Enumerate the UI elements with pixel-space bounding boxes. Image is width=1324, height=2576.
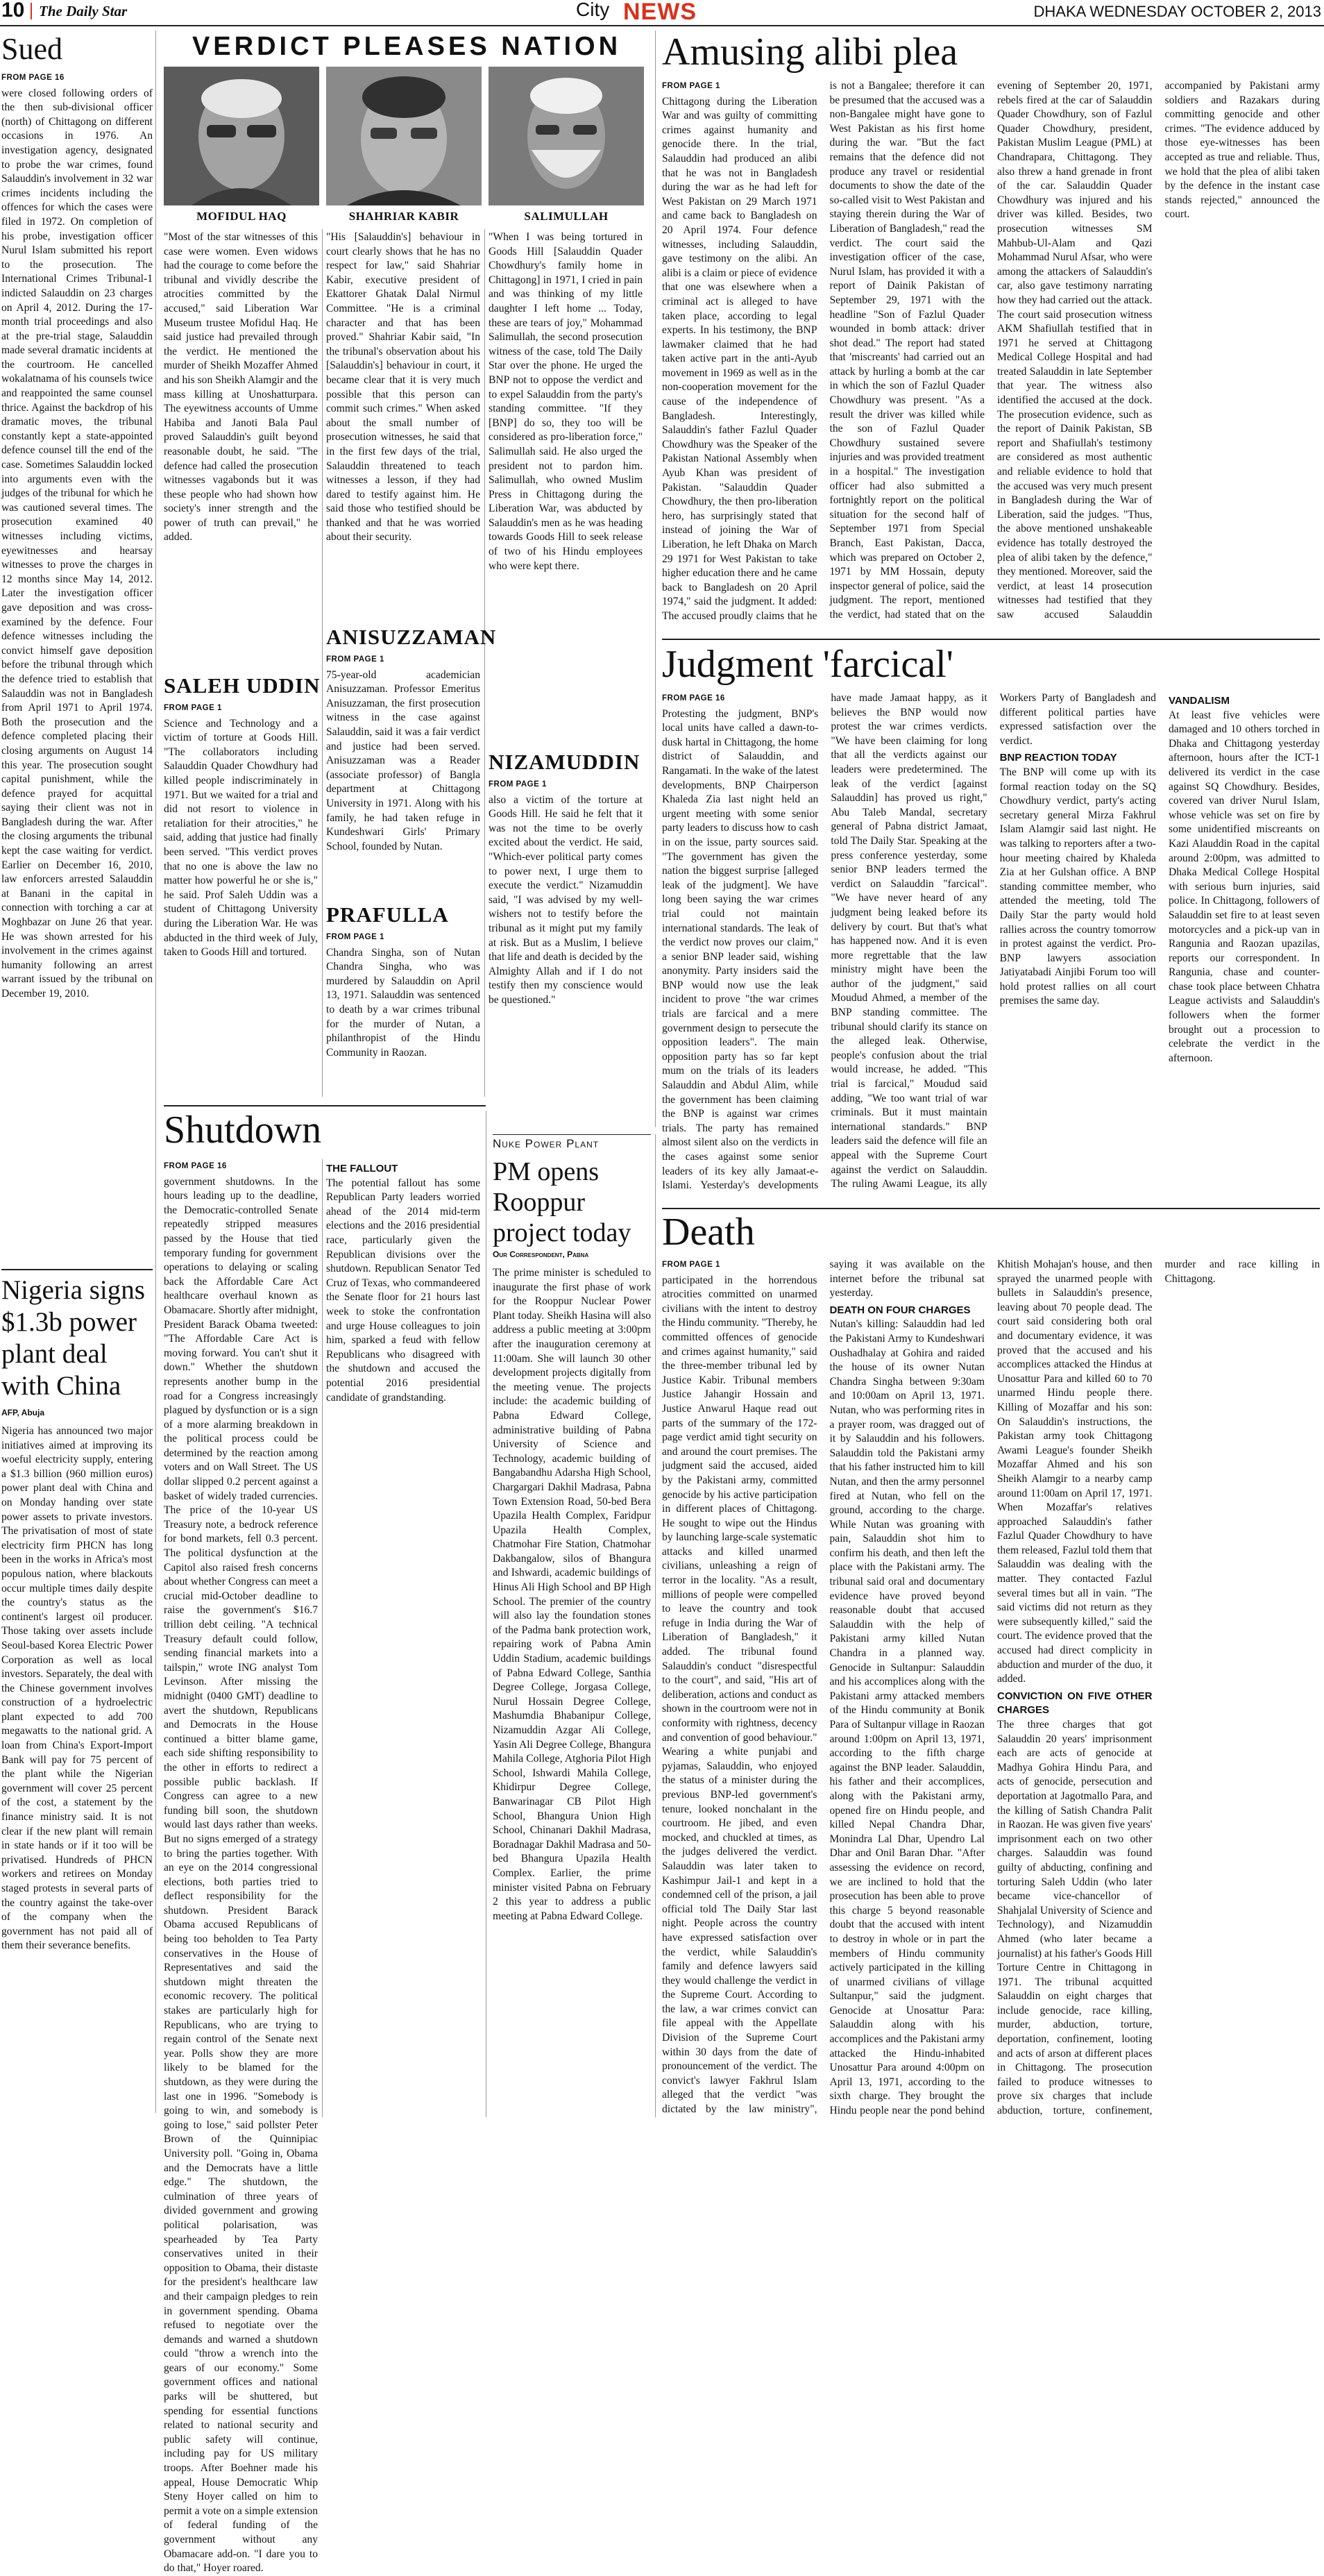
death-text: participated in the horrendous atrocities committed on unarmed civilians with the intent to destroy the Hindu community. "Thereby, he committed offences of genocide and crimes against humanity," said the three-member tribunal led by Justice Kabir. Tribunal members Justice Jahangir Hossain and Justice Anwarul Haque read out parts of the summary of the 172-page verdict amid tight security on and around the court premises. The judgment said the accused, aided by the Pakistani army, committed genocide by his active participation in different places of Chittagong. He sought to wipe out the Hindus by launching large-scale systematic attacks and killed unarmed civilians, unleashing a reign of terror in the locality. "As a result, millions of people were compelled to leave the country and took refuge in India during the War of Liberation of Bangladesh," it added. The tribunal found Salauddin's conduct "disrespectful to the court", and said, "His art of deliberation, actions and conduct as shown in the courtroom were not in conformity with rightness, decency and convention of good behaviour." Wearing a white punjabi and pyjamas, Salauddin, who enjoyed the status of a minister during the previous BNP-led government's tenure, looked nonchalant in the courtroom. He jibed, and even mocked, and chuckled at times, as the judges delivered the verdict. Salauddin was later taken to Kashimpur Jail-1 and kept in a condemned cell of the prison, a jail official told The Daily Star last night. People across the country have expressed satisfaction over the verdict, while Salauddin's family and defence lawyers said they would challenge the verdict in the Supreme Court. According to the law, a war crimes convict can file appeal with the Appellate Division of the Supreme Court within 30 days from the date of pronouncement of the verdict. The convict's lawyer Fakhrul Islam alleged that the verdict "was dictated by the law ministry", saying it was available on the internet before the tribunal sat yesterday.: [662, 1258, 985, 2116]
col1-rule: [155, 31, 156, 2113]
verdict-divider-1: [322, 229, 323, 1097]
masthead-rule: [0, 25, 1324, 26]
verdict-divider-2: [484, 229, 485, 1097]
death-headline: Death: [662, 1211, 755, 1254]
alibi-text: Chittagong during the Liberation War and was guilty of committing crimes against humanity and genocide there. In the trial, Salauddin had produced an alibi that he was not in Bangladesh during the war as he had left for West Pakistan on 29 March 1971 and came back to Bangladesh on 20 April 1974. Four defence witnesses, including Salauddin, gave testimony on the alibi. An alibi is a claim or piece of evidence that one was elsewhere when a criminal act is alleged to have taken place, according to legal experts. In his testimony, the BNP lawmaker claimed that he had taken active part in the anti-Ayub movement in 1969 as well as in the non-cooperation movement for the cause of the independence of Bangladesh. Interestingly, Salauddin's father Fazlul Quader Chowdhury was the Speaker of the Pakistan National Assembly when Ayub Khan was president of Pakistan. "Salauddin Quader Chowdhury, the then pro-liberation hero, has surprisingly stated that instead of joining the War of Liberation, he left Dhaka on March 29 1971 for West Pakistan to take higher education there and he came back to Bangladesh on 20 April 1974," said the judgment. It added: The accused proudly claims that he is not a Bangalee; therefore it can be presumed that the accused was a non-Bangalee might have gone to West Pakistan as his first home during the war. "But the fact remains that the defence did not produce any travel or residential documents to show the date of the so-called visit to West Pakistan and staying therein during the War of Liberation of Bangladesh," read the verdict. The court said the investigation officer of the case, Nurul Islam, has provided it with a report of Dainik Pakistan of September 29, 1971 with the headline "Son of Fazlul Quader wounded in bomb attack: driver shot dead." The report had stated that 'miscreants' had carried out an attack by hurling a bomb at the car in which the son of Fazlul Quader Chowdhury was present. "As a result the driver was killed while the son of Fazlul Quader Chowdhury sustained severe injuries and was provided treatment in a hospital." The investigation officer had also submitted a fortnightly report on the political situation for the second half of September 1971 from Special Branch, East Pakistan, Dacca, which was prepared on October 2, 1971 by MM Hossain, deputy inspector general of police, said the judgment. The report, mentioned the verdict, had stated that on the evening of September 20, 1971, rebels fired at the car of Salauddin Quader Chowdhury, son of Fazlul Quader Chowdhury, president, Pakistan Muslim League (PML) at Chandrapara, Chittagong. They also threw a hand grenade in front of the car. Salauddin Quader Chowdhury was injured and his driver was killed. Besides, two prosecution witnesses SM Mahbub-Ul-Alam and Qazi Mohammad Nurul Afsar, who were among the attackers of Salauddin's car, also gave testimony narrating how they had carried out the attack. The court said prosecution witness AKM Shafiullah testified that in 1971 he served at Chittagong Medical College Hospital and had treated Salauddin in late September that year. The witness also identified the accused at the dock. The prosecution evidence, such as the report of Dainik Pakistan, SB report and Shafiullah's testimony are considered as most authentic and reliable evidence to hold that the accused was very much present in Bangladesh during the War of Liberation, said the judges. "Thus, the above mentioned unshakeable evidence has totally destroyed the plea of alibi taken by the defence," they mentioned. Moreover, said the verdict, at least 14 prosecution witnesses had testified that they saw accused Salauddin accompanied by Pakistani army soldiers and Razakars during committing genocide and other crimes. "The evidence adduced by those eye-witnesses has been accepted as true and reliable. Thus, we hold that the plea of alibi taken by the defence in the instant case stands rejected," announced the court.: [662, 80, 1320, 622]
death-from: FROM PAGE 1: [662, 1261, 720, 1269]
rooppur-kicker: Nuke Power Plant: [493, 1137, 600, 1150]
judgment-top-rule: [662, 639, 1320, 640]
nigeria-headline: Nigeria signs $1.3b power plant deal with China: [1, 1275, 145, 1401]
shutdown-top-rule: [164, 1105, 486, 1106]
mofidul-haq-photo: [164, 67, 319, 205]
judgment-vandalism-text: At least five vehicles were damaged and 10 others torched in Dhaka and Chittagong yesterday afternoon, hours after the ICT-1 delivered its verdict in the case against SQ Chowdhury. Besides, covered van driver Nurul Islam, whose vehicle was set on fire by some unidentified miscreants on Kazi Alauddin Road in the capital around 2:00pm, was admitted to Dhaka Medical College Hospital with serious burn injuries, said police. In Chittagong, followers of Salauddin set fire to at least seven motorcycles and a pick-up van in Rangunia and Raozan upazilas, reports our correspondent. In Rangunia, chase and counter-chase took place between Chhatra League activists and Salauddin's followers when the former brought out a procession to celebrate the verdict in the afternoon.: [1169, 709, 1320, 1064]
saleh-text: Science and Technology and a victim of torture at Goods Hill. "The collaborators including Salauddin Quader Chowdhury had killed people indiscriminately in 1971. But we waited for a trial and did not resort to violence in retaliation for their atrocities," he said, adding that justice had finally been served. "This verdict proves that no one is above the law no matter how powerful he or she is," he said. Prof Saleh Uddin was a student of Chittagong University during the Liberation War. He was abducted in the third week of July, taken to Goods Hill and tortured.: [164, 717, 318, 959]
salimullah-quote: "When I was being tortured in Goods Hill [Salauddin Quader Chowdhury's family home in Chittagong] in 1971, I cried in pain and was thinking of my little daughter I left home ... Today, these are tears of joy," Mohammad Salimullah, the second prosecution witness of the case, told The Daily Star over the phone. He urged the BNP not to oppose the verdict and to expel Salauddin from the party's standing committee. "If they [BNP] do so, they too will be considered as pro-liberation force," Salimullah said. He also urged the president not to pardon him. Salimullah, who owned Muslim Press in Chittagong during the Liberation War, was abducted by Salauddin's men as he was heading towards Goods Hill to seek release of two of his Hindu employees who were kept there.: [489, 231, 643, 572]
shahriar-kabir-photo: [326, 67, 482, 205]
shutdown-headline: Shutdown: [164, 1109, 322, 1152]
death-charges-text: Nutan's killing: Salauddin had led the Pakistani Army to Kundeshwari Oushadhalay at Gohira and raided the house of its owner Nutan Chandra Singha between 9:30am and 10:00am on April 13, 1971. Nutan, who was performing rites in a prayer room, was dragged out of it by Salauddin and his followers. Salauddin told the Pakistani army that his father instructed him to kill Nutan, and then the army personnel fired at Nutan, who fell on the ground, according to the charge. While Nutan was groaning with pain, Salauddin shot him to confirm his death, and then left the place with the Pakistani army. The tribunal said oral and documentary evidence have proved beyond reasonable doubt that accused Salauddin with the help of Pakistani army killed Nutan Chandra in a planned way. Genocide in Sultanpur: Salauddin and his accomplices along with the Pakistani army attacked members of the Hindu community at Bonik Para of Sultanpur village in Raozan around 1:00pm on April 13, 1971, according to the fifth charge against the BNP leader. Salauddin, his father and their accomplices, along with the Pakistani army, opened fire on Hindu people, and killed Nepal Chandra Dhar, Monindra Lal Dhar, Upendro Lal Dhar and Onil Baran Dhar. "After assessing the evidence on record, we are inclined to hold that the prosecution has been able to prove this charge 5 beyond reasonable doubt that the accused with intent to destroy in whole or in part the members of Hindu community actively participated in the killing of unarmed civilians of village Sultanpur," said the judgment. Genocide at Unosattur Para: Salauddin along with his accomplices and the Pakistani army attacked the Hindu-inhabited Unosattur Para around 4:00pm on April 13, 1971, according to the sixth charge. They brought the Hindu people near the pond behind Khitish Mohajan's house, and then sprayed the unarmed people with bullets in Salauddin's presence, leaving about 70 people dead. The court said considering both oral and documentary evidence, it was proved that the accused and his accomplices attacked the Hindus at Unosattur Para and killed 60 to 70 unarmed Hindu people there. Killing of Mozaffar and his son: On Salauddin's instructions, the Pakistan army took Chittagong Awami League's founder Sheikh Mozaffar Ahmed and his son Sheikh Alamgir to a nearby camp around 11:00am on April 17, 1971. When Mozaffar's relatives approached Salauddin's father Fazlul Quader Chowdhury to have them released, Fazlul told them that Salauddin was dealing with the matter. They contacted Fazlul several times but all in vain. "The said victims did not return as they were subsequently killed," said the court. The evidence proved that the accused had direct complicity in abduction and murder of the duo, it added.: [829, 1258, 1153, 2117]
judgment-headline: Judgment 'farcical': [662, 643, 953, 686]
rooppur-headline: PM opens Rooppur project today: [493, 1157, 631, 1247]
alibi-body: [662, 79, 1320, 634]
judgment-sub-bnp: BNP REACTION TODAY: [999, 752, 1117, 764]
death-sub-four-charges: DEATH ON FOUR CHARGES: [829, 1304, 971, 1316]
judgment-text: Protesting the judgment, BNP's local units have called a dawn-to-dusk hartal in Chittagong, the home district of Salauddin, and Rangamati. In the wake of the latest developments, BNP Chairperson Khaleda Zia last night held an urgent meeting with some senior party leaders to discuss how to cash in on the issue, party sources said. "The government has given the nation the biggest surprise [alleged leak of the judgment]. We have long been saying the war crimes trial could not maintain international standards. The leak of the verdict now proves our claim," a senior BNP leader said, wishing anonymity. Party insiders said the BNP would now use the leak incident to prove "the war crimes trials are farcical and a mere government design to persecute the opposition leaders". The main opposition party has so far kept mum on the trials of its leaders Salauddin and Abdul Alim, while the government has been claiming the BNP is against war crimes trials. The party has remained almost silent also on the verdicts in the cases against some senior leaders of its key ally Jamaat-e-Islami. Yesterday's developments have made Jamaat happy, as it believes the BNP would now protest the war crimes verdicts. "We have been claiming for long that all the verdicts against our leaders were predetermined. The leak of the verdict [against Salauddin] has proved us right," Abu Taleb Mandal, secretary general of Pabna district Jamaat, told The Daily Star. Speaking at the press conference yesterday, some senior BNP leaders termed the verdict on Salauddin "farcical". "We have never heard of any judgment being leaked before its delivery by court. But that's what has happened now. And it is even more regrettable that the law ministry might have been the author of the judgment," said Moudud Ahmed, a member of the BNP standing committee. The tribunal should clarify its stance on the alleged leak. Otherwise, people's confusion about the trial would increase, he added. "This trial is farcical," Moudud said adding, "We too want trial of war criminals. But it must maintain international standards." BNP leaders said the defence will file an appeal with the Supreme Court against the verdict on Salauddin. The ruling Awami League, its ally Workers Party of Bangladesh and different political parties have expressed satisfaction over the verdict.: [662, 692, 1156, 1192]
sued-body: [1, 71, 153, 1261]
death-sub-five-charges: CONVICTION ON FIVE OTHER CHARGES: [997, 1690, 1153, 1717]
nigeria-byline: AFP, Abuja: [1, 1408, 45, 1417]
masthead-divider: [31, 3, 32, 19]
nizamuddin-text: also a victim of the torture at Goods Hill. He said he felt that it was not the time to be overly excited about the verdict. He said, "Which-ever political party comes to power next, I urge them to execute the verdict." Nizamuddin said, "I was advised by my well-wishers not to testify before the tribunal as it might put my family at risk. But as a Muslim, I believe that life and death is decided by the Almighty Allah and if I do not testify then my conscience would be questioned.": [489, 793, 643, 1006]
rooppur-top-rule: [493, 1134, 651, 1135]
prafulla-text: Chandra Singha, son of Nutan Chandra Singha, who was murdered by Salauddin on April 13, 1971. Salauddin was sentenced to death by a war crimes tribunal for the murder of Nutan, a philanthropist of the Hindu Community in Raozan.: [326, 946, 480, 1059]
judgment-from: FROM PAGE 16: [662, 694, 725, 702]
salimullah-photo: [489, 67, 644, 205]
death-top-rule: [662, 1208, 1320, 1209]
center-rule: [655, 31, 656, 1127]
anisuzzaman-text: 75-year-old academician Anisuzzaman. Professor Emeritus Anisuzzaman, the first prosecution witness in the case against Salauddin, said it was a fair verdict and justice had been served. Anisuzzaman was a Reader (associate professor) of Bangla department at Chittagong University in 1971. Along with his family, he had taken refuge in Kundeshwari Girls' Primary School, founded by Nutan.: [326, 668, 480, 852]
anisuzzaman-body: [326, 653, 480, 898]
nizamuddin-body: [489, 777, 643, 1104]
death-conviction-text: The three charges that got Salauddin 20 years' imprisonment each are acts of genocide at Madhya Gohira Hindu Para, and acts of genocide, persecution and deportation at Jagotmallo Para, and the killing of Satish Chandra Palit in Raozan. He was given five years' imprisonment each on two other charges. Salauddin was found guilty of abducting, confining and torturing Saleh Uddin (who later became vice-chancellor of Shahjalal University of Science and Technology), and Nizamuddin Ahmed (who later became a journalist) at his father's Goods Hill Torture Centre in Chittagong in 1971. The tribunal acquitted Salauddin on eight charges that include genocide, race killing, murder, abduction, torture, deportation, confinement, looting and acts of arson at different places in Chittagong. The prosecution failed to produce witnesses to prove six charges that include abduction, torture, confinement, murder and race killing in Chittagong.: [997, 1258, 1320, 2117]
nizamuddin-heading: NIZAMUDDIN: [489, 750, 640, 774]
verdict-headline: VERDICT PLEASES NATION: [192, 32, 622, 61]
prafulla-from: FROM PAGE 1: [326, 933, 384, 941]
sued-headline: Sued: [1, 32, 62, 66]
nigeria-body: Nigeria has announced two major initiatives aimed at improving its woeful electricity supply, entering a $1.3 billion (960 million euros) power plant deal with China and on Monday handing over state power assets to private investors. The privatisation of most of state electricity firm PHCN has long been in the works in Africa's most populous nation, where blackouts occur multiple times daily despite the country's status as the continent's largest oil producer. Those taking over assets include Seoul-based Korea Electric Power Corporation as well as local investors. Separately, the deal with the Chinese government involves construction of a hydroelectric plant expected to add 700 megawatts to the national grid. A loan from China's Export-Import Bank will pay for 75 percent of the plant while the Nigerian government will cover 25 percent of the cost, a statement by the finance ministry said. It is not clear if the new plant will remain in state hands or if it too will be privatised. Hundreds of PHCN workers and retirees on Monday staged protests in several parts of the country against the take-over of the company when the government has not paid all of them their severance benefits.: [1, 1425, 153, 1952]
prafulla-body: [326, 930, 480, 1095]
shahriar-caption: SHAHRIAR KABIR: [348, 210, 459, 223]
nizamuddin-from: FROM PAGE 1: [489, 780, 547, 789]
section-city: City: [576, 0, 610, 20]
saleh-from: FROM PAGE 1: [164, 704, 222, 712]
shutdown-body-col1: [164, 1159, 318, 2575]
death-body: [662, 1258, 1320, 2119]
shutdown-body-col2: [326, 1159, 480, 2119]
dateline: DHAKA WEDNESDAY OCTOBER 2, 2013: [1033, 3, 1321, 20]
rooppur-right-rule: [655, 1134, 656, 2117]
saleh-body: [164, 701, 318, 1097]
nigeria-top-rule: [1, 1269, 153, 1270]
judgment-bnp-text: The BNP will come up with its formal reaction today on the SQ Chowdhury verdict, party's acting secretary general Mirza Fakhrul Islam Alamgir said last night. He was talking to reporters after a two-hour meeting chaired by Khaleda Zia at her Gulshan office. A BNP standing committee member, who attended the meeting, told The Daily Star the party would hold rallies across the country tomorrow in protest against the verdict. Pro-BNP lawyers association Jatiyatabadi Ainjibi Forum too will hold protest rallies on all court premises the same day.: [999, 766, 1156, 1007]
masthead: [0, 0, 1324, 24]
alibi-from: FROM PAGE 1: [662, 82, 720, 90]
sued-from: FROM PAGE 16: [1, 74, 65, 82]
saleh-uddin-heading: SALEH UDDIN: [164, 673, 321, 698]
mofidul-quote: "Most of the star witnesses of this case were women. Even widows had the courage to come before the tribunal and vividly describe the atrocities committed by the accused," said Liberation War Museum trustee Mofidul Haq. He said justice had prevailed through the verdict. He mentioned the murder of Sheikh Mozaffer Ahmed and his son Sheikh Alamgir and the mass killing at Unoshatturpara. The eyewitness accounts of Umme Habiba and Janoti Bala Paul proved Salauddin's guilt beyond reasonable doubt, he said. "The defence had called the prosecution witnesses vagabonds but it was these people who had shown how society's inner strength and the power of truth can prevail," he added.: [164, 231, 318, 544]
page-number: 10: [1, 0, 25, 22]
sued-text: were closed following orders of the then sub-divisional officer (north) of Chittagong on different occasions in 1976. An investigation agency, designated to probe the war crimes, found Salauddin's involvement in 32 war crimes incidents including the offences for which the cases were filed in 1972. On completion of his probe, investigation officer Nurul Islam submitted his report to the prosecution. The International Crimes Tribunal-1 indicted Salauddin on 23 charges on April 4, 2012. During the 17-month trial proceedings and also at the pre-trial stage, Salauddin made several dramatic incidents at the courtroom. He cancelled wokalatnama of his counsels twice and reappointed the same counsel thrice. Against the backdrop of his dramatic moves, the tribunal constantly kept a state-appointed defence counsel till the end of the case. Sometimes Salauddin locked into arguments even with the judges of the tribunal for which he was cautioned several times. The prosecution examined 40 witnesses including victims, eyewitnesses and hearsay witnesses to prove the charges in 12 months since May 14, 2012. Later the investigation officer gave deposition and was cross-examined by the defence. Four defence witnesses including the convict himself gave deposition before the tribunal through which the defence tried to establish that Salauddin was not in Bangladesh from April 1971 to April 1974. Both the prosecution and the defence completed placing their closing arguments on August 14 this year. The prosecution sought capital punishment, while the defence prayed for acquittal saying their client was not in Bangladesh during the war. After the closing arguments the tribunal kept the case waiting for verdict. Earlier on December 16, 2010, law enforcers arrested Salauddin at Banani in the capital in connection with torching a car at Moghbazar on June 26 that year. He was shown arrested for his involvement in the crimes against humanity following an arrest warrant issued by the tribunal on December 19, 2010.: [1, 87, 153, 1000]
anisuzzaman-from: FROM PAGE 1: [326, 655, 384, 664]
shutdown-from: FROM PAGE 16: [164, 1162, 227, 1170]
judgment-body: [662, 691, 1156, 1201]
judgment-sub-vandalism: VANDALISM: [1169, 695, 1230, 707]
section-news-tag: NEWS: [623, 0, 697, 25]
paper-name-logo: The Daily Star: [39, 3, 128, 19]
anisuzzaman-heading: ANISUZZAMAN: [326, 625, 497, 649]
shutdown-text: government shutdowns. In the hours leading up to the deadline, the Democratic-controlled Senate repeatedly stripped measures passed by the House that tied temporary funding for government operations to delaying or scaling back the Affordable Care Act healthcare overhaul known as Obamacare. Shortly after midnight, President Barack Obama tweeted: "The Affordable Care Act is moving forward. You can't shut it down." Whether the shutdown represents another bump in the road for a Congress increasingly plagued by dysfunction or is a sign of a more alarming breakdown in the political process could be determined by the reaction among voters and on Wall Street. The US dollar slipped 0.2 percent against a basket of widely traded currencies. The price of the 10-year US Treasury note, a bedrock reference for bond markets, fell 0.3 percent. The political dysfunction at the Capitol also raised fresh concerns about whether Congress can meet a crucial mid-October deadline to raise the government's $16.7 trillion debt ceiling. "A technical Treasury default could follow, sending financial markets into a tailspin," wrote ING analyst Tom Levinson. After missing the midnight (0400 GMT) deadline to avert the shutdown, Republicans and Democrats in the House continued a bitter blame game, each side shifting responsibility to the other in efforts to redirect a possible public backlash. If Congress can agree to a new funding bill soon, the shutdown would last days rather than weeks. But no signs emerged of a strategy to bring the parties together. With an eye on the 2014 congressional elections, both parties tried to deflect responsibility for the shutdown. President Barack Obama accused Republicans of being too beholden to Tea Party conservatives in the House of Representatives and said the shutdown might threaten the economic recovery. The political stakes are particularly high for Republicans, who are trying to regain control of the Senate next year. Polls show they are more likely to be blamed for the shutdown, as they were during the last one in 1996. "Somebody is going to win, and somebody is going to lose," said pollster Peter Brown of the Quinnipiac University poll. "Going in, Obama and the Democrats have a little edge." The shutdown, the culmination of three years of divided government and growing political polarisation, was spearheaded by Tea Party conservatives united in their opposition to Obama, their distaste for the president's healthcare law and their campaign pledges to rein in government spending. Obama refused to negotiate over the demands and warned a shutdown could "throw a wrench into the gears of our economy." Some government offices and national parks will be shuttered, but spending for essential functions related to national security and public safety will continue, including pay for US military troops. After Boehner made his appeal, House Democratic Whip Steny Hoyer called on him to permit a vote on a simple extension of federal funding of the government without any Obamacare add-on. "I dare you to do that," Hoyer roared.: [164, 1175, 318, 2575]
judgment-body-last: [1169, 691, 1320, 1201]
shahriar-quote: "His [Salauddin's] behaviour in court clearly shows that he has no respect for law," said Shahriar Kabir, executive president of Ekattorer Ghatak Dalal Nirmul Committee. "He is a criminal character and that has been proved." Shahriar Kabir said, "In the tribunal's observation about his [Salauddin's] behaviour in court, it became clear that it is very much possible that this person can commit such crimes." When asked about the small number of prosecution witnesses, he said that in the first few days of the trial, Salauddin threatened to teach witnesses a lesson, if they had dared to testify against him. He said those who testified should be thanked and that he was worried about their security.: [326, 231, 480, 544]
shutdown-sub-fallout: THE FALLOUT: [326, 1163, 398, 1175]
prafulla-heading: PRAFULLA: [326, 902, 449, 927]
shutdown-divider: [322, 1159, 323, 2117]
alibi-headline: Amusing alibi plea: [662, 31, 958, 74]
rooppur-body: The prime minister is scheduled to inaugurate the first phase of work for the Rooppur Nuclear Power Plant today. Sheikh Hasina will also address a public meeting at 3:00pm after the inauguration ceremony at 11:00am. She will launch 30 other development projects digitally from the meeting venue. The projects include: the academic building of Pabna Edward College, administrative building of Pabna University of Science and Technology, academic building of Bangabandhu Adarsha High School, Chargargari Dakhil Madrasa, Pabna Town Extension Road, 50-bed Bera Upazila Health Complex, Faridpur Upazila Health Complex, Chatmohar Fire Station, Chatmohar Dakbangalow, silos of Bhangura and Ishwardi, academic buildings of Hinus Ali High School and BP High School. The premier of the country will also lay the foundation stones of the Padma bank protection work, repairing work of Pabna Amin Uddin Stadium, academic buildings of Pabna Edward College, Santhia Degree College, Jorgasa College, Nurul Hossain Degree College, Mashumdia Bhabanipur College, Nizamuddin Azgar Ali College, Yasin Ali Degree College, Bhangura Mahila College, Atghoria Pilot High School, Ishwardi Mahila College, Khidirpur Degree College, Banwarinagar CB Pilot High School, Bhangura Union High School, Chinanari Dakhil Madrasa, Boradnagar Dakhil Madrasa and 50-bed Bhangura Upazila Health Complex. Earlier, the prime minister visited Pabna on February 2 this year to address a public meeting at Pabna Edward College.: [493, 1267, 651, 1922]
shutdown-fallout-text: The potential fallout has some Republican Party leaders worried ahead of the 2014 mid-term elections and the 2016 presidential race, particularly given the Republican divisions over the shutdown. Republican Senator Ted Cruz of Texas, who commandeered the Senate floor for 21 hours last week to stoke the confrontation and urge House colleagues to join him, sparked a feud with fellow Republicans who disagreed with the shutdown and accused the potential 2016 presidential candidate of grandstanding.: [326, 1177, 480, 1404]
rooppur-byline: Our Correspondent, Pabna: [493, 1249, 589, 1259]
salimullah-caption: SALIMULLAH: [524, 210, 609, 223]
mofidul-caption: MOFIDUL HAQ: [196, 210, 287, 223]
